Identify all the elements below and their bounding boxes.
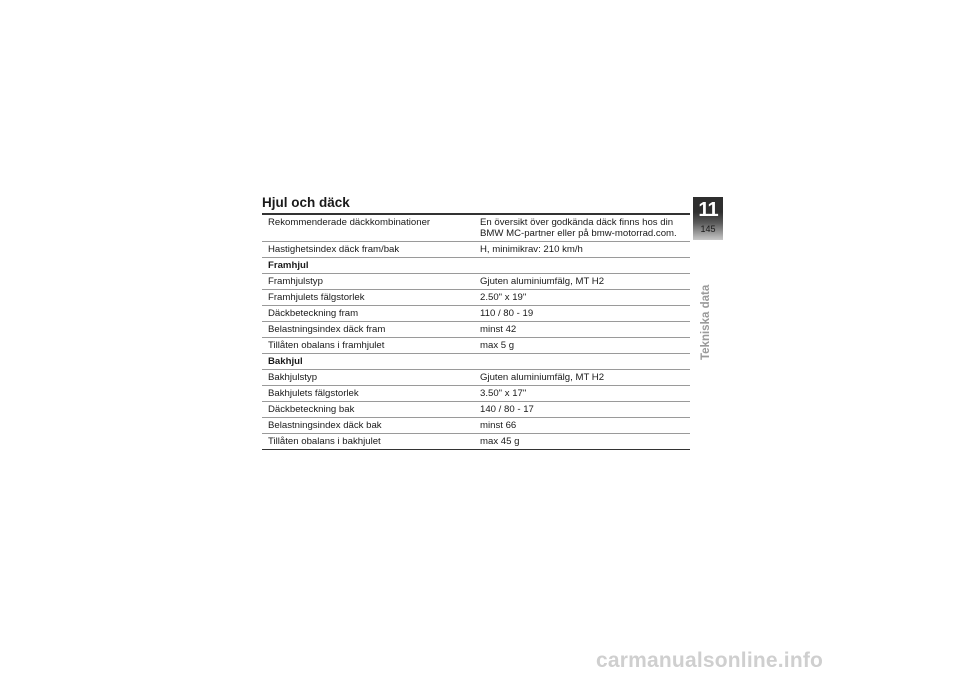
row-value: 140 / 80 - 17 (473, 402, 690, 418)
chapter-side-label: Tekniska data (700, 284, 712, 360)
table-row (262, 214, 690, 242)
front-wheel-heading: Framhjul (262, 258, 690, 274)
row-value: 110 / 80 - 19 (473, 306, 690, 322)
row-value: max 45 g (473, 434, 690, 450)
row-label: Belastningsindex däck bak (262, 418, 473, 434)
row-label: Tillåten obalans i framhjulet (262, 338, 473, 354)
row-label: Bakhjulets fälgstorlek (262, 386, 473, 402)
table-row (262, 402, 690, 418)
row-label: Hastighetsindex däck fram/bak (262, 242, 473, 258)
table-row (262, 322, 690, 338)
chapter-tab (693, 197, 723, 240)
table-row (262, 290, 690, 306)
row-label: Däckbeteckning fram (262, 306, 473, 322)
row-value: Gjuten aluminiumfälg, MT H2 (473, 274, 690, 290)
row-label: Framhjulets fälgstorlek (262, 290, 473, 306)
row-value: Gjuten aluminiumfälg, MT H2 (473, 370, 690, 386)
section-title: Hjul och däck (262, 195, 350, 210)
rear-wheel-heading: Bakhjul (262, 354, 690, 370)
table-row (262, 418, 690, 434)
chapter-number: 11 (698, 199, 718, 221)
row-label: Bakhjulstyp (262, 370, 473, 386)
table-row (262, 338, 690, 354)
row-label: Rekommenderade däckkombinationer (262, 214, 473, 242)
page-number: 145 (700, 224, 716, 234)
row-value: 2.50" x 19" (473, 290, 690, 306)
rear-wheel-heading-row (262, 354, 690, 370)
table-row (262, 434, 690, 450)
row-value: minst 42 (473, 322, 690, 338)
watermark: carmanualsonline.info (596, 649, 824, 672)
row-value: 3.50" x 17" (473, 386, 690, 402)
front-wheel-heading-row (262, 258, 690, 274)
row-label: Tillåten obalans i bakhjulet (262, 434, 473, 450)
wheels-tires-spec-table (262, 213, 690, 450)
row-label: Däckbeteckning bak (262, 402, 473, 418)
row-label: Framhjulstyp (262, 274, 473, 290)
row-label: Belastningsindex däck fram (262, 322, 473, 338)
row-value: minst 66 (473, 418, 690, 434)
table-row (262, 274, 690, 290)
row-value: H, minimikrav: 210 km/h (473, 242, 690, 258)
row-value: En översikt över godkända däck finns hos din BMW MC-partner eller på bmw-motorrad.com. (473, 214, 690, 242)
table-row (262, 370, 690, 386)
table-row (262, 242, 690, 258)
table-row (262, 306, 690, 322)
row-value: max 5 g (473, 338, 690, 354)
table-row (262, 386, 690, 402)
